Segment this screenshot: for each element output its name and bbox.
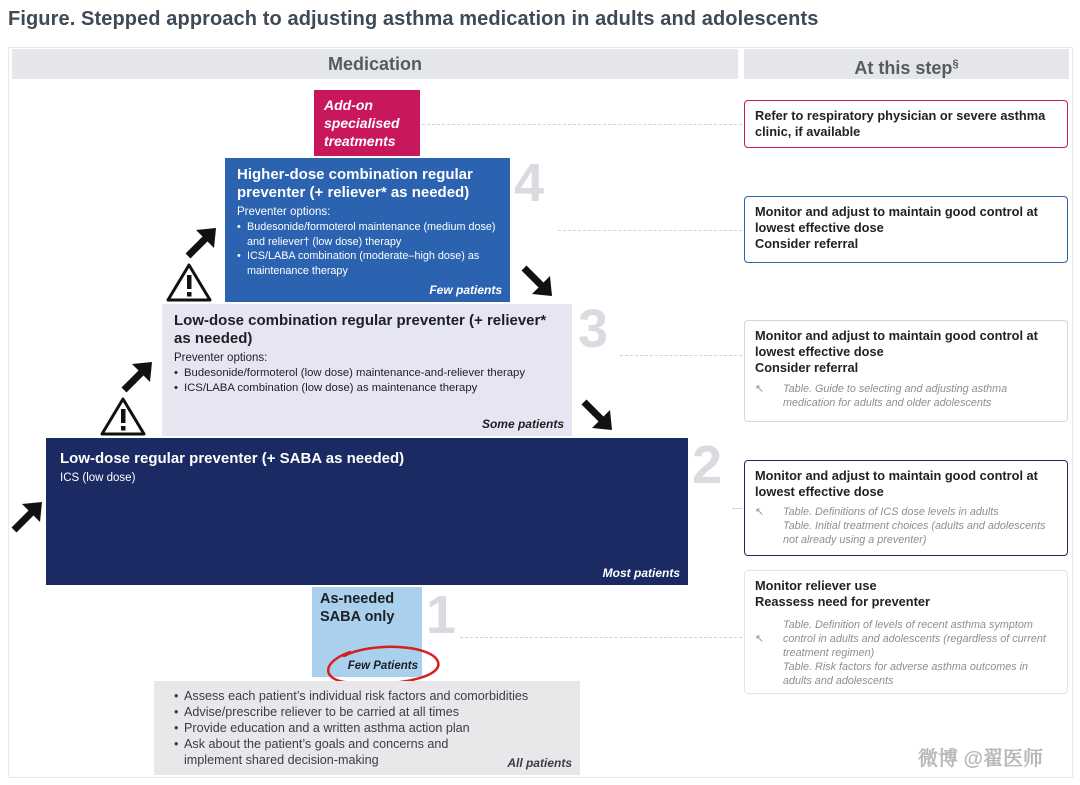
step-down-arrow-icon (578, 396, 618, 436)
side-step2-ref-text: Table. Definitions of ICS dose levels in adults (783, 506, 999, 518)
step-down-arrow-icon (518, 262, 558, 302)
all-patients-item: • Advise/prescribe reliever to be carried at all times (184, 704, 570, 720)
step-4-option: • Budesonide/formoterol maintenance (medium dose) and reliever† (low dose) therapy (247, 220, 498, 249)
side-box-step4 (744, 196, 1068, 263)
step-number-3: 3 (578, 299, 609, 359)
step-4-option: • ICS/LABA combination (moderate–high dose) as maintenance therapy (247, 249, 498, 278)
side-box-step1 (744, 570, 1068, 694)
all-patients-box (154, 681, 580, 775)
step-1-title: As-needed SABA only (320, 591, 395, 625)
side-step1-ref-text: Table. Risk factors for adverse asthma outcomes in adults and adolescents (783, 661, 1029, 687)
weibo-watermark: 微博 @翟医师 (918, 748, 1044, 770)
at-this-step-label: At this step (854, 58, 953, 78)
step-4-footer: Few patients (429, 283, 502, 297)
addon-title: Add-on specialised treatments (324, 97, 400, 149)
side-step1-reference-link[interactable] (755, 618, 1057, 688)
side-step2-text: Monitor and adjust to maintain good control at lowest effective dose (755, 468, 1038, 499)
side-box-step3 (744, 320, 1068, 422)
step-3-footer: Some patients (481, 417, 564, 431)
step-4-subtitle: Preventer options: (237, 206, 331, 218)
side-step3-ref-text: Table. Guide to selecting and adjusting asthma medication for adults and older adolescents (783, 383, 1008, 409)
side-box-step2 (744, 460, 1068, 556)
step-3-title: Low-dose combination regular preventer (+ reliever* as needed) (174, 312, 547, 347)
side-step2-reference-link[interactable] (755, 505, 1057, 547)
side-step1-text: Monitor reliever use (755, 578, 877, 593)
all-patients-item: • Provide education and a written asthma action plan (184, 720, 570, 736)
warning-icon (166, 262, 212, 302)
step-2-title: Low-dose regular preventer (+ SABA as needed) (60, 450, 405, 467)
step-2-subtitle: ICS (low dose) (60, 472, 136, 484)
step-3-subtitle: Preventer options: (174, 352, 268, 364)
step-1-footer: Few Patients (347, 660, 418, 672)
side-step3-text: Monitor and adjust to maintain good control at lowest effective dose (755, 328, 1038, 359)
side-step3-text: Consider referral (755, 360, 859, 375)
side-step1-text: Reassess need for preventer (755, 594, 930, 609)
step-number-4: 4 (514, 153, 545, 213)
side-box-addon (744, 100, 1068, 148)
side-step1-ref-text: Table. Definition of levels of recent asthma symptom control in adults and adolescents (regardless of current treatment regimen) (783, 619, 1046, 659)
step-3-option: • Budesonide/formoterol (low dose) maintenance-and-reliever therapy (184, 366, 560, 381)
all-patients-footer: All patients (507, 756, 572, 770)
step-addon (314, 90, 420, 156)
side-step2-ref-text: Table. Initial treatment choices (adults and adolescents not already using a preventer) (783, 520, 1046, 546)
dash-line-step2 (732, 508, 742, 509)
step-up-arrow-icon (182, 222, 222, 262)
pointer-cursor-icon: ↖ (755, 633, 765, 645)
dash-line-step1 (460, 637, 742, 638)
step-2-box (46, 438, 688, 585)
step-4-options (237, 220, 498, 278)
pointer-cursor-icon: ↖ (755, 383, 765, 395)
medication-header-label: Medication (327, 54, 422, 74)
all-patients-item: • Assess each patient’s individual risk factors and comorbidities (184, 688, 570, 704)
pointer-cursor-icon: ↖ (755, 506, 765, 518)
medication-header (12, 49, 738, 79)
step-3-box (162, 304, 572, 436)
at-this-step-header (744, 49, 1069, 79)
step-number-1: 1 (426, 585, 457, 645)
warning-icon (100, 396, 146, 436)
side-step3-reference-link[interactable] (755, 382, 1057, 410)
step-4-box (225, 158, 510, 302)
side-addon-text: Refer to respiratory physician or severe asthma clinic, if available (755, 108, 1046, 139)
section-mark: § (952, 58, 959, 70)
step-3-option: • ICS/LABA combination (low dose) as maintenance therapy (184, 381, 560, 396)
all-patients-item: • Ask about the patient’s goals and concerns and implement shared decision-making (184, 736, 474, 768)
side-step4-text: Monitor and adjust to maintain good control at lowest effective dose (755, 204, 1038, 235)
figure-title: Figure. Stepped approach to adjusting asthma medication in adults and adolescents (8, 8, 819, 30)
step-number-2: 2 (692, 435, 723, 495)
dash-line-step3 (620, 355, 742, 356)
step-4-title: Higher-dose combination regular preventer (+ reliever* as needed) (237, 166, 473, 201)
step-up-arrow-icon (8, 496, 48, 536)
step-3-options (174, 366, 560, 396)
side-step4-text: Consider referral (755, 236, 859, 251)
dash-line-addon (422, 124, 742, 125)
step-up-arrow-icon (118, 356, 158, 396)
step-2-footer: Most patients (602, 566, 680, 580)
dash-line-step4 (558, 230, 742, 231)
